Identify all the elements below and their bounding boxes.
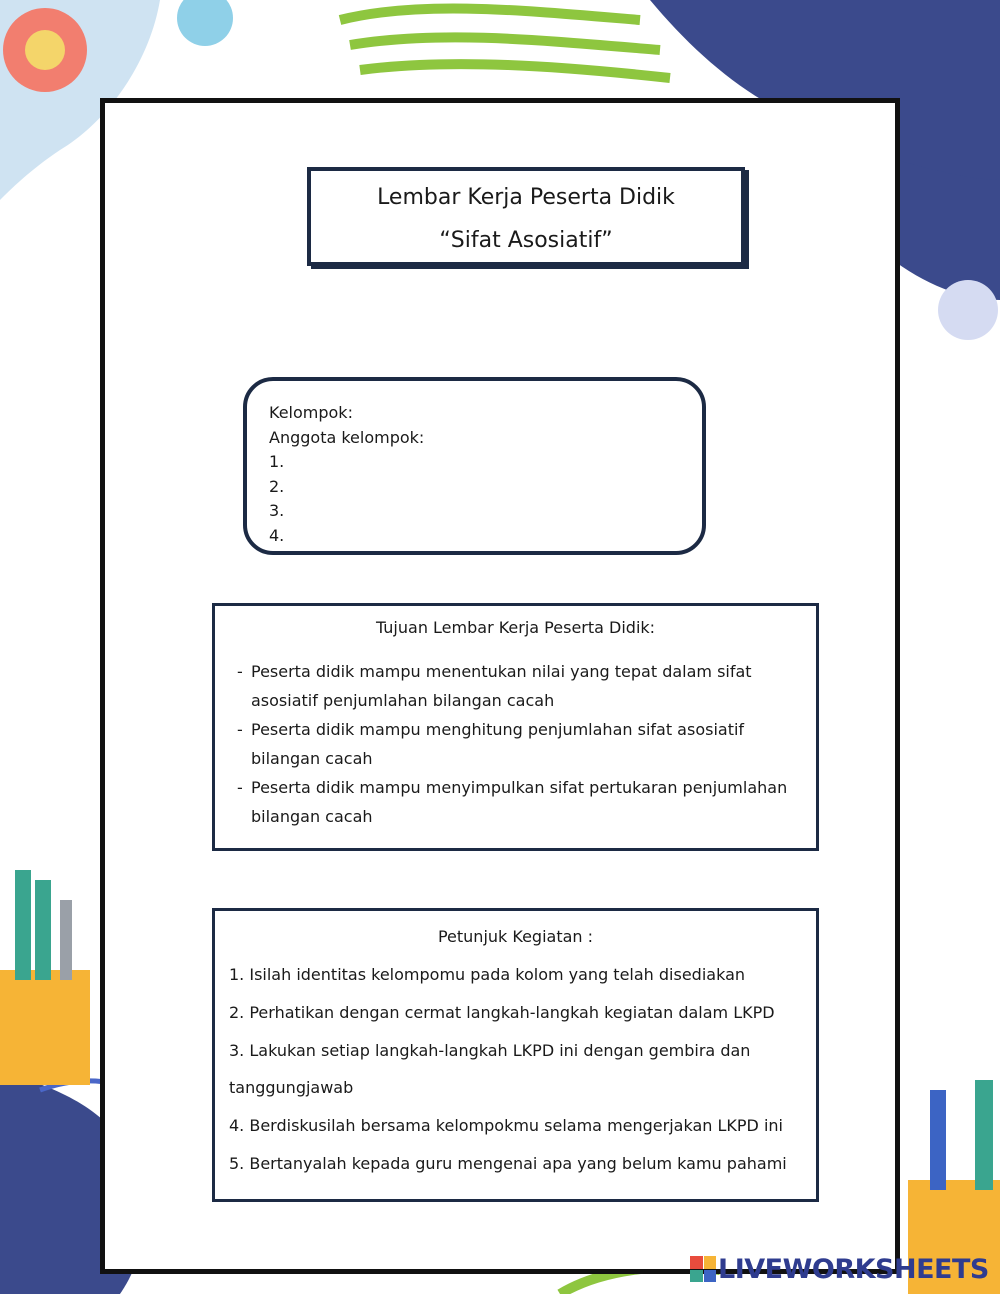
instruction-item: 1. Isilah identitas kelompomu pada kolom yang telah disediakan [229,965,746,984]
instruction-item: 3. Lakukan setiap langkah-langkah LKPD ini dengan gembira dan tanggungjawab [229,1040,751,1098]
liveworksheets-logo[interactable] [690,1252,989,1286]
liveworksheets-logo-icon [690,1256,716,1282]
worksheet-title: Lembar Kerja Peserta Didik [377,185,675,210]
brand-name: LIVEWORKSHEETS [718,1253,989,1285]
members-label: Anggota kelompok: [269,427,425,447]
instructions-heading: Petunjuk Kegiatan : [437,927,594,946]
member-line: 1. [269,452,285,472]
instructions-box [212,908,819,1202]
worksheet-subtitle: “Sifat Asosiatif” [439,228,613,253]
goals-box [212,603,819,851]
goals-heading: Tujuan Lembar Kerja Peserta Didik: [375,618,656,637]
group-label: Kelompok: [269,403,353,422]
goal-item: - Peserta didik mampu menghitung penjumlahan sifat asosiatif bilangan cacah [235,715,801,773]
goal-item: - Peserta didik mampu menyimpulkan sifat pertukaran penjumlahan bilangan cacah [235,773,801,831]
member-line: 4. [269,525,285,545]
instruction-item: 5. Bertanyalah kepada guru mengenai apa yang belum kamu pahami [229,1153,787,1173]
group-identity-box [243,377,706,555]
goal-item: - Peserta didik mampu menentukan nilai yang tepat dalam sifat asosiatif penjumlahan bilangan cacah [235,657,801,715]
instruction-item: 4. Berdiskusilah bersama kelompokmu selama mengerjakan LKPD ini [229,1116,783,1136]
title-box [307,167,745,266]
member-line: 3. [269,501,285,521]
instructions-list [229,956,804,1183]
goals-list [215,657,816,831]
instruction-item: 2. Perhatikan dengan cermat langkah-langkah kegiatan dalam LKPD [229,1002,775,1022]
member-line: 2. [269,476,285,496]
